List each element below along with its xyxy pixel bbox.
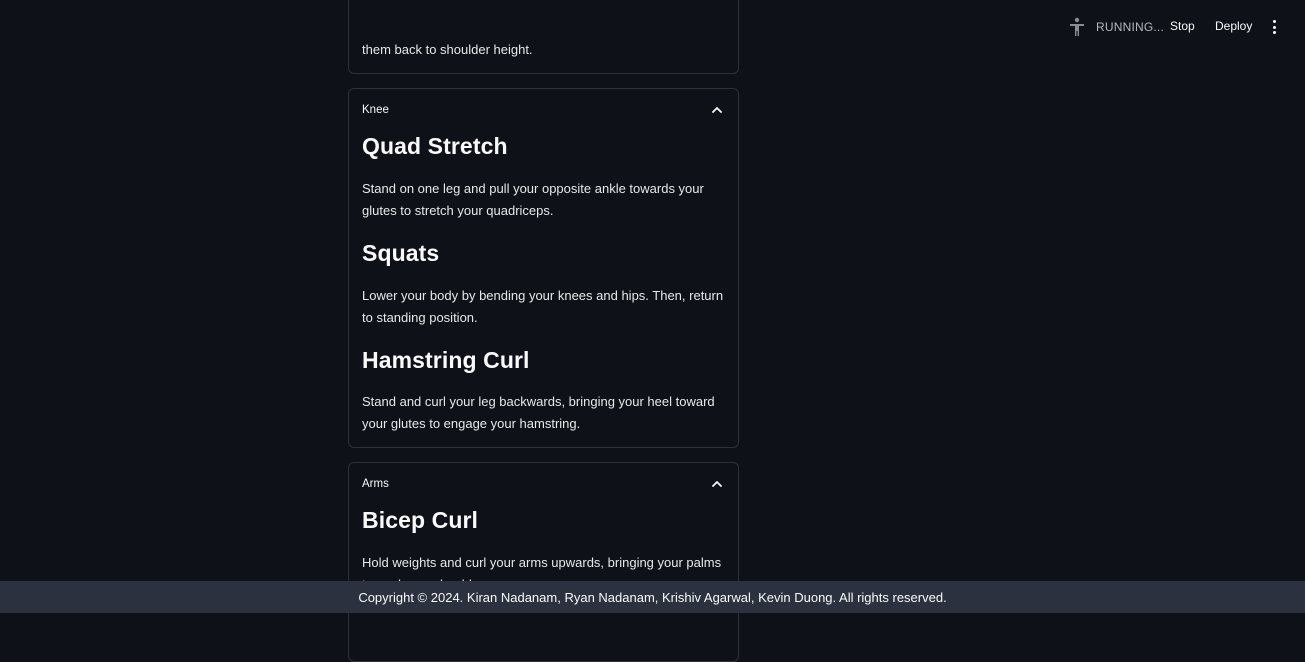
exercise-description: them back to shoulder height. bbox=[362, 42, 533, 57]
main-menu-button[interactable] bbox=[1272, 20, 1276, 34]
expander-label: Arms bbox=[362, 478, 389, 490]
chevron-up-icon bbox=[712, 107, 722, 113]
exercise-title: Squats bbox=[362, 240, 440, 266]
running-person-icon bbox=[1068, 17, 1086, 37]
exercise-description: Hold weights and curl your arms upwards, bringing your palms bbox=[362, 555, 722, 570]
exercise-description: Lower your body by bending your knees and hips. Then, return to standing position. bbox=[362, 288, 724, 325]
exercise-title: Bicep Curl bbox=[362, 507, 479, 533]
exercise-title: Quad Stretch bbox=[362, 133, 508, 159]
deploy-button[interactable]: Deploy bbox=[1215, 19, 1253, 33]
expander-label: Knee bbox=[362, 104, 389, 116]
vertical-ellipsis-icon bbox=[1273, 20, 1276, 23]
expander-arms bbox=[348, 462, 739, 662]
status-label: RUNNING... bbox=[1096, 20, 1164, 34]
exercise-title: Hamstring Curl bbox=[362, 347, 530, 373]
exercise-description: Stand on one leg and pull your opposite ankle towards your glutes to stretch your quadriceps. bbox=[362, 181, 704, 218]
expander-header-arms[interactable] bbox=[362, 476, 722, 492]
expander-knee bbox=[348, 88, 739, 448]
expander-header-knee[interactable] bbox=[362, 102, 722, 118]
stop-button[interactable]: Stop bbox=[1170, 19, 1195, 33]
running-status bbox=[1068, 17, 1164, 37]
footer bbox=[0, 581, 1305, 613]
chevron-up-icon bbox=[712, 481, 722, 487]
copyright-text: Copyright © 2024. Kiran Nadanam, Ryan Nadanam, Krishiv Agarwal, Kevin Duong. All rights reserved. bbox=[358, 589, 947, 605]
exercise-description: Stand and curl your leg backwards, bringing your heel toward your glutes to engage your hamstring. bbox=[362, 394, 715, 431]
app-header bbox=[0, 0, 1305, 56]
